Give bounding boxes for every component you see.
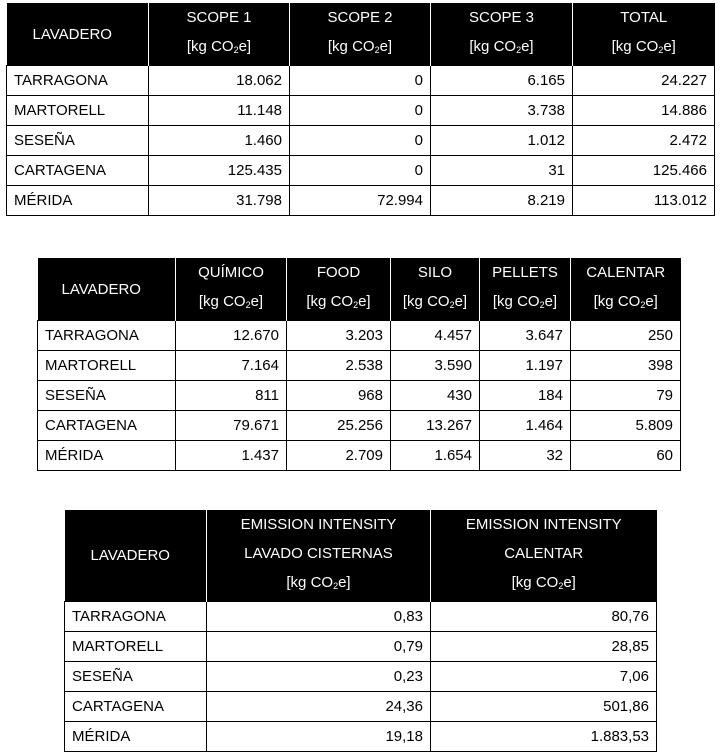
table-cell: 398 (571, 351, 681, 381)
table-cell: 79 (571, 381, 681, 411)
row-label: SESEÑA (7, 126, 149, 156)
table-row (65, 722, 657, 752)
table-cell: 1.464 (480, 411, 571, 441)
table-cell: 31.798 (149, 186, 290, 216)
table-cell: 0,23 (207, 662, 431, 692)
row-label: MÉRIDA (7, 186, 149, 216)
table-cell: 7,06 (431, 662, 657, 692)
table-cell: 28,85 (431, 632, 657, 662)
table-cell: 3.738 (431, 96, 573, 126)
table-row (65, 662, 657, 692)
row-label: CARTAGENA (7, 156, 149, 186)
row-label: TARRAGONA (7, 66, 149, 96)
table-cell: 125.466 (573, 156, 715, 186)
table-cell: 968 (287, 381, 391, 411)
table-row (38, 411, 681, 441)
row-label: CARTAGENA (38, 411, 176, 441)
table-row (65, 692, 657, 722)
table-cell: 3.203 (287, 321, 391, 351)
table-cell: 0,83 (207, 602, 431, 632)
table-header-row (65, 510, 657, 602)
header-quimico: QUÍMICO [kg $CO_2e$] (176, 258, 287, 321)
table-cell: 7.164 (176, 351, 287, 381)
table-cell: 430 (391, 381, 480, 411)
table-row (38, 381, 681, 411)
table-cell: 6.165 (431, 66, 573, 96)
table-cell: 60 (571, 441, 681, 471)
table-cell: 24,36 (207, 692, 431, 722)
scope-emissions-table (6, 3, 715, 216)
table-cell: 1.460 (149, 126, 290, 156)
table-row (38, 441, 681, 471)
category-emissions-table (37, 258, 681, 471)
header-scope-1: SCOPE 1 [kg $CO_2e$] (149, 3, 290, 66)
header-lavadero: LAVADERO (7, 3, 149, 66)
table-cell: 0 (290, 96, 431, 126)
row-label: MARTORELL (7, 96, 149, 126)
header-calentar: CALENTAR [kg $CO_2e$] (571, 258, 681, 321)
table-row (7, 156, 715, 186)
table-row (7, 186, 715, 216)
table-cell: 125.435 (149, 156, 290, 186)
table-cell: 0 (290, 126, 431, 156)
table-cell: 11.148 (149, 96, 290, 126)
table-row (7, 126, 715, 156)
table-cell: 0,79 (207, 632, 431, 662)
header-intensity-lavado-cisternas: EMISSION INTENSITY LAVADO CISTERNAS [kg $CO_2e$] (207, 510, 431, 602)
table-cell: 3.647 (480, 321, 571, 351)
table-cell: 1.883,53 (431, 722, 657, 752)
table-cell: 31 (431, 156, 573, 186)
table-cell: 79.671 (176, 411, 287, 441)
table-cell: 19,18 (207, 722, 431, 752)
table-cell: 2.472 (573, 126, 715, 156)
table-cell: 811 (176, 381, 287, 411)
table-cell: 5.809 (571, 411, 681, 441)
table-cell: 4.457 (391, 321, 480, 351)
table-header-row (38, 258, 681, 321)
emission-intensity-table (64, 510, 657, 752)
table-cell: 80,76 (431, 602, 657, 632)
table-cell: 25.256 (287, 411, 391, 441)
header-scope-3: SCOPE 3 [kg $CO_2e$] (431, 3, 573, 66)
table-cell: 32 (480, 441, 571, 471)
row-label: SESEÑA (65, 662, 207, 692)
header-pellets: PELLETS [kg $CO_2e$] (480, 258, 571, 321)
header-lavadero: LAVADERO (38, 258, 176, 321)
table-cell: 72.994 (290, 186, 431, 216)
header-lavadero: LAVADERO (65, 510, 207, 602)
table-cell: 18.062 (149, 66, 290, 96)
table-row (65, 602, 657, 632)
table-row (7, 66, 715, 96)
table-cell: 1.437 (176, 441, 287, 471)
table-cell: 24.227 (573, 66, 715, 96)
table-cell: 0 (290, 66, 431, 96)
row-label: MARTORELL (65, 632, 207, 662)
row-label: MÉRIDA (65, 722, 207, 752)
table-row (65, 632, 657, 662)
table-cell: 12.670 (176, 321, 287, 351)
table-cell: 2.538 (287, 351, 391, 381)
table-row (7, 96, 715, 126)
header-scope-2: SCOPE 2 [kg $CO_2e$] (290, 3, 431, 66)
table-cell: 2.709 (287, 441, 391, 471)
table-cell: 1.012 (431, 126, 573, 156)
table-cell: 3.590 (391, 351, 480, 381)
row-label: TARRAGONA (38, 321, 176, 351)
table-cell: 13.267 (391, 411, 480, 441)
table-cell: 14.886 (573, 96, 715, 126)
table-cell: 1.654 (391, 441, 480, 471)
table-cell: 8.219 (431, 186, 573, 216)
row-label: TARRAGONA (65, 602, 207, 632)
table-header-row (7, 3, 715, 66)
table-row (38, 321, 681, 351)
row-label: CARTAGENA (65, 692, 207, 722)
row-label: MARTORELL (38, 351, 176, 381)
row-label: MÉRIDA (38, 441, 176, 471)
table-row (38, 351, 681, 381)
header-intensity-calentar: EMISSION INTENSITY CALENTAR [kg $CO_2e$] (431, 510, 657, 602)
header-silo: SILO [kg $CO_2e$] (391, 258, 480, 321)
table-cell: 501,86 (431, 692, 657, 722)
table-cell: 184 (480, 381, 571, 411)
row-label: SESEÑA (38, 381, 176, 411)
table-cell: 113.012 (573, 186, 715, 216)
header-food: FOOD [kg $CO_2e$] (287, 258, 391, 321)
table-cell: 250 (571, 321, 681, 351)
table-cell: 0 (290, 156, 431, 186)
table-cell: 1.197 (480, 351, 571, 381)
header-total: TOTAL [kg $CO_2e$] (573, 3, 715, 66)
